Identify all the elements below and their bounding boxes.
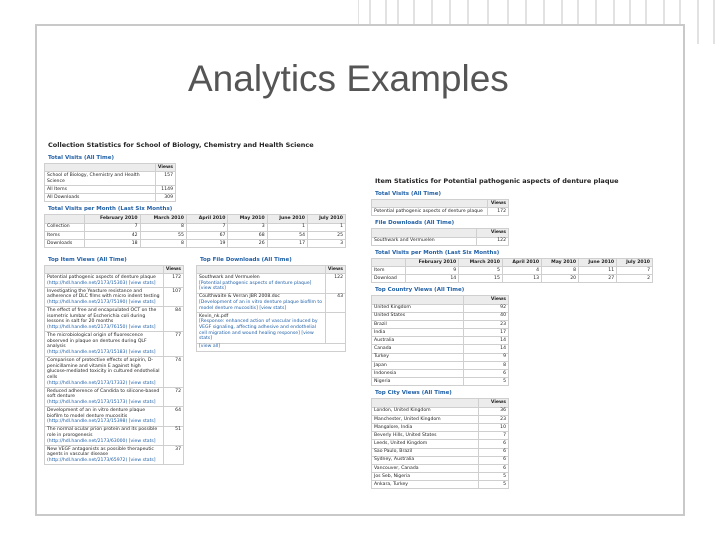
- row-value: 14: [406, 275, 459, 283]
- row-value: 74: [163, 357, 183, 388]
- row-title: The normal ocular prion protein and its possible role in prorogenesis: [47, 427, 158, 439]
- row-link[interactable]: [Potential pathogenic aspects of denture plaque] [view stats]: [199, 280, 312, 292]
- row-value: 72: [163, 387, 183, 406]
- row-value: 5: [464, 378, 509, 386]
- row-label: Download: [372, 275, 406, 283]
- table-header: Views: [155, 164, 175, 172]
- row-description: [45, 332, 164, 357]
- row-value: 6: [464, 370, 509, 378]
- row-link[interactable]: (http://hdl.handle.net/2173/63000) [view stats]: [47, 438, 156, 444]
- item-total-visits-heading: Total Visits (All Time): [375, 191, 442, 197]
- row-value: 172: [163, 274, 183, 288]
- top-country-views-heading: Top Country Views (All Time): [375, 287, 465, 294]
- table-row: [372, 208, 509, 216]
- table-row: [372, 415, 509, 423]
- row-value: 18: [84, 239, 140, 247]
- row-value: 5: [478, 473, 508, 481]
- table-row: [45, 274, 184, 288]
- row-value: 51: [163, 426, 183, 445]
- row-title: The effect of free and encapsulated OCT on the isometric lumbar of Escherichia coli during lessons in salt for 20 months: [47, 308, 157, 325]
- row-link[interactable]: (http://hdl.handle.net/2173/75190) [view stats]: [47, 300, 156, 306]
- table-header: [45, 164, 156, 172]
- table-row: [197, 274, 346, 293]
- row-value: 36: [478, 407, 508, 415]
- row-value: 6: [478, 464, 508, 472]
- monthly-visits-heading: Total Visits per Month (Last Six Months): [48, 206, 173, 213]
- table-row: [372, 353, 509, 361]
- row-value: 107: [163, 288, 183, 307]
- row-value: 43: [325, 293, 345, 312]
- table-row: [45, 185, 176, 193]
- row-value: 55: [140, 231, 186, 239]
- item-statistics-title: Item Statistics for Potential pathogenic aspects of denture plaque: [375, 177, 619, 185]
- row-label: India: [372, 329, 464, 337]
- row-description: [45, 307, 164, 332]
- row-value: 3: [308, 239, 346, 247]
- item-file-downloads-heading: File Downloads (All Time): [375, 220, 455, 227]
- table-row: [372, 407, 509, 415]
- row-value: 19: [186, 239, 228, 247]
- row-description: [45, 426, 164, 445]
- row-title: Investigating the Yeasture resistance and adherence of DLC films with micro indent testing: [47, 288, 160, 300]
- row-value: 3: [228, 223, 267, 231]
- row-label: Sao Paulo, Brazil: [372, 448, 479, 456]
- table-header: [372, 296, 464, 304]
- month-header: March 2010: [140, 215, 186, 223]
- top-item-views-table: [44, 265, 184, 465]
- table-row: [372, 481, 509, 489]
- month-header: February 2010: [84, 215, 140, 223]
- row-value: 68: [228, 231, 267, 239]
- row-value: 13: [502, 275, 541, 283]
- table-row: [372, 312, 509, 320]
- item-monthly-visits-heading: Total Visits per Month (Last Six Months): [375, 249, 500, 256]
- table-row: [45, 357, 184, 388]
- row-label: Vancouver, Canada: [372, 464, 479, 472]
- row-value: 23: [464, 320, 509, 328]
- table-row: [372, 361, 509, 369]
- row-title: The microbiological origin of fluorescence observed in plaque on dentures during QLF analysis: [47, 333, 147, 350]
- item-statistics-panel: [365, 168, 665, 553]
- row-label: Beverly Hills, United States: [372, 432, 479, 440]
- table-row: [372, 440, 509, 448]
- row-value: 1149: [155, 185, 175, 193]
- table-row: [45, 231, 346, 239]
- table-row: [45, 426, 184, 445]
- row-value: 6: [478, 448, 508, 456]
- row-value: 11: [579, 266, 617, 274]
- row-value: 10: [478, 423, 508, 431]
- row-value: 67: [186, 231, 228, 239]
- top-file-downloads-heading: Top File Downloads (All Time): [200, 257, 292, 264]
- table-row: [372, 320, 509, 328]
- table-row: [372, 304, 509, 312]
- table-row: [372, 266, 653, 274]
- top-city-views-heading: Top City Views (All Time): [375, 390, 452, 397]
- table-header: Views: [478, 399, 508, 407]
- row-description: [197, 293, 326, 312]
- row-value: 42: [84, 231, 140, 239]
- row-value: 4: [502, 266, 541, 274]
- row-label: Brazil: [372, 320, 464, 328]
- row-label: Nigeria: [372, 378, 464, 386]
- row-value: 7: [478, 432, 508, 440]
- month-header: April 2010: [502, 258, 541, 266]
- row-value: 7: [186, 223, 228, 231]
- row-value: 20: [542, 275, 579, 283]
- top-country-views-table: [371, 295, 509, 386]
- row-value: 7: [84, 223, 140, 231]
- row-link[interactable]: (http://hdl.handle.net/2173/15398) [view stats]: [47, 419, 156, 425]
- row-description: [45, 274, 164, 288]
- row-link[interactable]: [Development of an in vitro denture plaque biofilm to model denture mucositis] [view stats]: [199, 300, 323, 311]
- row-link[interactable]: (http://hdl.handle.net/2173/65972) [view stats]: [47, 458, 156, 464]
- row-value: [325, 313, 345, 344]
- row-description: [45, 288, 164, 307]
- row-title: Reduced adherence of Candida to silicone-based soft denture: [47, 388, 160, 400]
- row-value: 17: [267, 239, 307, 247]
- row-value: 15: [459, 275, 503, 283]
- row-label: Manchester, United Kingdom: [372, 415, 479, 423]
- month-header: June 2010: [267, 215, 307, 223]
- row-value: 8: [140, 223, 186, 231]
- month-header: March 2010: [459, 258, 503, 266]
- top-city-views-table: [371, 398, 509, 489]
- monthly-visits-table: [44, 214, 346, 248]
- row-label: London, United Kingdom: [372, 407, 479, 415]
- table-row: [372, 456, 509, 464]
- row-value: 8: [464, 361, 509, 369]
- row-link[interactable]: (http://hdl.handle.net/2173/15303) [view stats]: [47, 280, 156, 286]
- table-row: [45, 194, 176, 202]
- table-row: [372, 464, 509, 472]
- table-header: [372, 229, 477, 237]
- table-row: [372, 370, 509, 378]
- collection-statistics-title: Collection Statistics for School of Biology, Chemistry and Health Science: [48, 141, 314, 149]
- row-value: 5: [459, 266, 503, 274]
- row-value: 2: [617, 275, 653, 283]
- item-total-visits-table: [371, 199, 509, 216]
- row-value: 122: [325, 274, 345, 293]
- table-row: [372, 423, 509, 431]
- table-row: [372, 337, 509, 345]
- row-label: Leeds, United Kingdom: [372, 440, 479, 448]
- row-value: 54: [267, 231, 307, 239]
- row-value: 84: [163, 307, 183, 332]
- month-header: July 2010: [617, 258, 653, 266]
- row-description: [197, 274, 326, 293]
- row-title: Potential pathogenic aspects of denture plaque: [47, 275, 156, 281]
- table-header: [372, 200, 488, 208]
- table-header: Views: [325, 266, 345, 274]
- row-value: 14: [464, 337, 509, 345]
- row-value: 9: [406, 266, 459, 274]
- table-row: [45, 288, 184, 307]
- table-header: [372, 258, 406, 266]
- total-visits-table: [44, 163, 176, 202]
- row-description: [45, 446, 164, 465]
- row-description: [45, 407, 164, 426]
- table-header: [372, 399, 479, 407]
- top-item-views-heading: Top Item Views (All Time): [48, 257, 127, 264]
- row-label: Indonesia: [372, 370, 464, 378]
- row-title: Southwark and Vermuelen: [199, 275, 260, 281]
- row-value: 309: [155, 194, 175, 202]
- row-value: 1: [267, 223, 307, 231]
- total-visits-heading: Total Visits (All Time): [48, 155, 115, 161]
- table-row: [372, 432, 509, 440]
- table-header: [45, 266, 164, 274]
- month-header: May 2010: [542, 258, 579, 266]
- table-row: [45, 407, 184, 426]
- row-value: 27: [579, 275, 617, 283]
- row-value: 122: [476, 237, 508, 245]
- row-value: 17: [464, 329, 509, 337]
- row-value: 14: [464, 345, 509, 353]
- row-link[interactable]: (http://hdl.handle.net/2173/17332) [view stats]: [47, 380, 156, 386]
- table-row: [197, 293, 346, 312]
- row-description: [45, 387, 164, 406]
- item-file-downloads-table: [371, 228, 509, 245]
- row-value: 92: [464, 304, 509, 312]
- row-label: Mangalore, India: [372, 423, 479, 431]
- row-link[interactable]: (http://hdl.handle.net/2173/15183) [view stats]: [47, 349, 156, 355]
- row-value: 40: [464, 312, 509, 320]
- row-value: 5: [478, 481, 508, 489]
- table-row: [372, 275, 653, 283]
- table-row: [45, 172, 176, 186]
- month-header: April 2010: [186, 215, 228, 223]
- row-value: 6: [478, 440, 508, 448]
- row-label: Japan: [372, 361, 464, 369]
- row-value: 9: [464, 353, 509, 361]
- table-row: [372, 473, 509, 481]
- table-row: [45, 332, 184, 357]
- row-value: 23: [478, 415, 508, 423]
- row-title: Kevin_nk.pdf: [199, 313, 229, 319]
- table-row: [45, 387, 184, 406]
- row-title: New VEGF antagonists as possible therapeutic agents in vascular disease: [47, 446, 154, 458]
- view-all-link[interactable]: [view all]: [199, 344, 220, 350]
- row-title: Development of an in vitro denture plaque biofilm to model denture mucositis: [47, 408, 146, 419]
- month-header: June 2010: [579, 258, 617, 266]
- month-header: May 2010: [228, 215, 267, 223]
- row-label: Southwark and Vermuelen: [372, 237, 477, 245]
- table-row: [45, 223, 346, 231]
- row-value: 77: [163, 332, 183, 357]
- row-label: School of Biology, Chemistry and Health Science: [45, 172, 156, 186]
- table-row: [372, 329, 509, 337]
- row-label: All Items: [45, 185, 156, 193]
- row-link[interactable]: [Response: enhanced action of vascular induced by VEGF signaling, affecting adhesive and endothelial cell migration and wound healing response] [view stats]: [199, 319, 318, 342]
- row-label: Collection: [45, 223, 85, 231]
- top-file-downloads-table: [196, 265, 346, 352]
- row-value: 8: [542, 266, 579, 274]
- row-title: Comparison of protective effects of aspirin, D-penicillamine and vitamin E against high glucose-mediated toxicity in cultured endothelial cells: [47, 358, 160, 380]
- table-header: Views: [163, 266, 183, 274]
- row-value: 7: [617, 266, 653, 274]
- collection-statistics-panel: [38, 132, 356, 512]
- row-value: 172: [488, 208, 509, 216]
- row-value: 157: [155, 172, 175, 186]
- row-label: Item: [372, 266, 406, 274]
- row-label: United Kingdom: [372, 304, 464, 312]
- row-label: Canada: [372, 345, 464, 353]
- row-label: Sydney, Australia: [372, 456, 479, 464]
- row-label: All Downloads: [45, 194, 156, 202]
- row-value: 64: [163, 407, 183, 426]
- row-description: [45, 357, 164, 388]
- slide-title: Analytics Examples: [188, 58, 509, 99]
- row-value: 1: [308, 223, 346, 231]
- row-label: Ankara, Turkey: [372, 481, 479, 489]
- item-monthly-visits-table: [371, 258, 653, 284]
- table-row: [372, 448, 509, 456]
- table-row: [372, 345, 509, 353]
- row-label: Potential pathogenic aspects of denture plaque: [372, 208, 488, 216]
- table-row: [372, 237, 509, 245]
- row-value: 25: [308, 231, 346, 239]
- row-value: 37: [163, 446, 183, 465]
- row-label: Items: [45, 231, 85, 239]
- table-row: [372, 378, 509, 386]
- row-value: 8: [140, 239, 186, 247]
- row-label: Downloads: [45, 239, 85, 247]
- table-row: [45, 239, 346, 247]
- row-value: 26: [228, 239, 267, 247]
- month-header: July 2010: [308, 215, 346, 223]
- table-row: [45, 446, 184, 465]
- table-header: [197, 266, 326, 274]
- row-label: Jos Seb, Nigeria: [372, 473, 479, 481]
- table-header: Views: [476, 229, 508, 237]
- table-header: [45, 215, 85, 223]
- table-row: [197, 313, 346, 344]
- table-header: Views: [464, 296, 509, 304]
- row-label: United States: [372, 312, 464, 320]
- table-header: Views: [488, 200, 509, 208]
- row-title: Coulthwaite & Verran JBR 2008.doc: [199, 294, 280, 300]
- row-label: Australia: [372, 337, 464, 345]
- row-label: Turkey: [372, 353, 464, 361]
- row-link[interactable]: (http://hdl.handle.net/2173/15173) [view stats]: [47, 399, 156, 405]
- row-link[interactable]: (http://hdl.handle.net/2173/76150) [view stats]: [47, 325, 156, 331]
- row-description: [197, 313, 326, 344]
- table-row: [45, 307, 184, 332]
- month-header: February 2010: [406, 258, 459, 266]
- row-value: 6: [478, 456, 508, 464]
